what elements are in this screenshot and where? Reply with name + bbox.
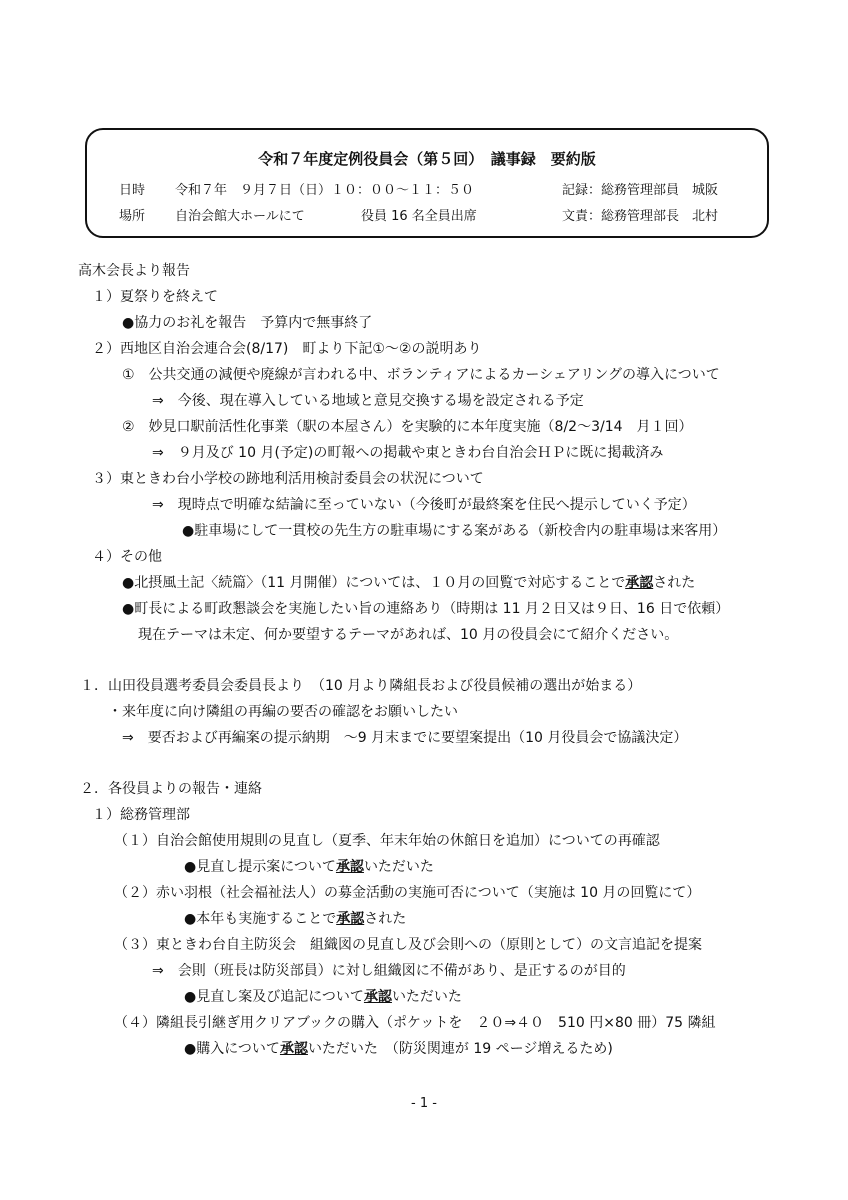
list-item: ⇒ 現時点で明確な結論に至っていない（今後町が最終案を住民へ提示していく予定）: [152, 497, 696, 513]
list-item: （１）自治会館使用規則の見直し（夏季、年末年始の休館日を追加）についての再確認: [114, 833, 660, 849]
list-item: ⇒ 要否および再編案の提示納期 〜9 月末までに要望案提出（10 月役員会で協議決定）: [122, 730, 688, 746]
recorder: 記録：総務管理部員 城阪: [562, 183, 719, 198]
date-value: 令和７年 ９月７日（日）１０：００〜１１：５０: [175, 183, 475, 198]
item-1-heading: １）夏祭りを終えて: [92, 289, 218, 305]
list-item: ●協力のお礼を報告 予算内で無事終了: [122, 315, 373, 331]
header-box: [85, 128, 769, 238]
list-item: ① 公共交通の減便や廃線が言われる中、ボランティアによるカーシェアリングの導入について: [122, 367, 720, 383]
item-4-heading: ４）その他: [92, 549, 162, 565]
list-item: （２）赤い羽根（社会福祉法人）の募金活動の実施可否について（実施は 10 月の回覧にて）: [114, 885, 701, 901]
list-item: ⇒ ９月及び 10 月(予定)の町報への掲載や東ときわ台自治会ＨＰに既に掲載済み: [152, 445, 664, 461]
responsibility: 文責：総務管理部長 北村: [562, 209, 719, 224]
list-item: ●購入について承認いただいた （防災関連が 19 ページ増えるため): [184, 1041, 613, 1057]
list-item: ⇒ 今後、現在導入している地域と意見交換する場を設定される予定: [152, 393, 584, 409]
list-item: ●町長による町政懇談会を実施したい旨の連絡あり（時期は 11 月２日又は９日、16 日で依頼）: [122, 601, 730, 617]
section-1-heading: １．山田役員選考委員会委員長より （10 月より隣組長および役員候補の選出が始まる）: [80, 678, 642, 694]
list-item: ●北摂風土記〈続篇〉（11 月開催）については、１０月の回覧で対応することで承認された: [122, 575, 696, 591]
list-item: 現在テーマは未定、何か要望するテーマがあれば、10 月の役員会にて紹介ください。: [138, 627, 679, 643]
list-item: ●本年も実施することで承認された: [184, 911, 407, 927]
document-title: 令和７年度定例役員会（第５回） 議事録 要約版: [258, 150, 596, 168]
place-label: 場所: [119, 209, 146, 224]
item-3-heading: ３）東ときわ台小学校の跡地利活用検討委員会の状況について: [92, 471, 484, 487]
list-item: ●駐車場にして一貫校の先生方の駐車場にする案がある（新校舎内の駐車場は来客用）: [182, 523, 727, 539]
list-item: ⇒ 会則（班長は防災部員）に対し組織図に不備があり、是正するのが目的: [152, 963, 626, 979]
attendance: 役員 16 名全員出席: [361, 209, 477, 224]
page-number: - 1 -: [411, 1096, 437, 1111]
subsection-heading: １）総務管理部: [92, 807, 190, 823]
date-label: 日時: [119, 183, 146, 198]
list-item: ・来年度に向け隣組の再編の要否の確認をお願いしたい: [108, 704, 458, 720]
list-item: （４）隣組長引継ぎ用クリアブックの購入（ポケットを ２０⇒４０ 510 円×80 冊）75 隣組: [114, 1015, 716, 1031]
place-value: 自治会館大ホールにて: [175, 209, 305, 224]
list-item: ●見直し提示案について承認いただいた: [184, 859, 434, 875]
item-2-heading: ２）西地区自治会連合会(8/17) 町より下記①〜②の説明あり: [92, 341, 482, 357]
list-item: （３）東ときわ台自主防災会 組織図の見直し及び会則への（原則として）の文言追記を提案: [114, 937, 702, 953]
report-heading: 高木会長より報告: [78, 263, 190, 279]
list-item: ② 妙見口駅前活性化事業（駅の本屋さん）を実験的に本年度実施（8/2〜3/14 月１回）: [122, 419, 693, 435]
list-item: ●見直し案及び追記について承認いただいた: [184, 989, 462, 1005]
section-2-heading: ２．各役員よりの報告・連絡: [80, 781, 262, 797]
